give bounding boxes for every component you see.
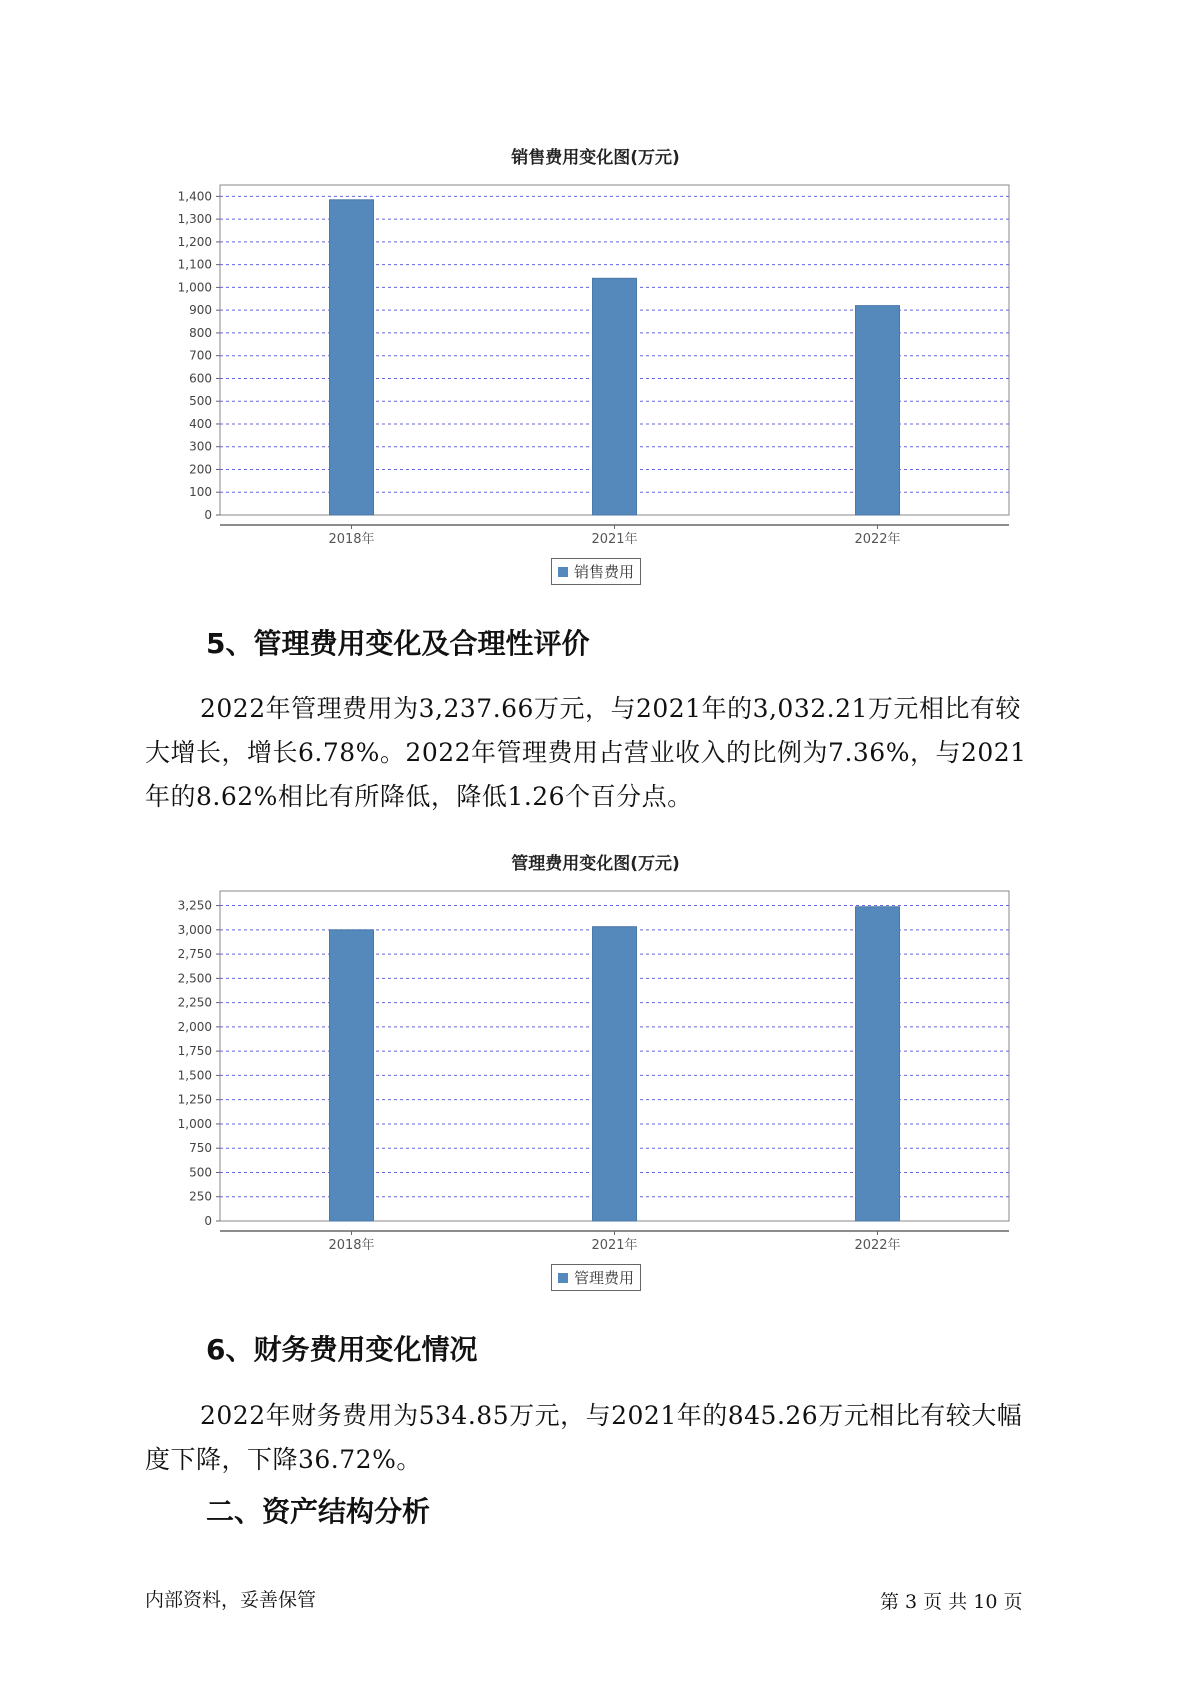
y-tick-label: 1,300: [177, 212, 212, 227]
y-tick-label: 750: [189, 1141, 212, 1156]
legend-swatch: [558, 567, 568, 577]
bar: [330, 930, 374, 1221]
y-tick-label: 400: [189, 416, 212, 431]
y-tick-label: 1,400: [177, 189, 212, 204]
heading-asset-structure: 二、资产结构分析: [206, 1495, 431, 1528]
admin-expense-chart: [0, 876, 1191, 1253]
paragraph-section-5: 2022年管理费用为3,237.66万元，与2021年的3,032.21万元相比有较大增长，增长6.78%。2022年管理费用占营业收入的比例为7.36%，与2021年的8.62%相比有所降低，降低1.26个百分点。: [145, 694, 1027, 811]
chart-title-admin: 管理费用变化图(万元): [511, 854, 680, 874]
legend-swatch: [558, 1273, 568, 1283]
y-tick-label: 2,250: [177, 995, 212, 1010]
y-tick-label: 1,250: [177, 1092, 212, 1107]
y-tick-label: 500: [189, 1165, 212, 1180]
y-tick-label: 200: [189, 462, 212, 477]
legend-sales: [551, 558, 641, 585]
paragraph-section-6: 2022年财务费用为534.85万元，与2021年的845.26万元相比有较大幅度下降，下降36.72%。: [145, 1401, 1023, 1474]
y-tick-label: 2,750: [177, 947, 212, 962]
y-tick-label: 1,200: [177, 234, 212, 249]
bar: [593, 278, 637, 515]
y-tick-label: 700: [189, 348, 212, 363]
y-tick-label: 300: [189, 439, 212, 454]
y-tick-label: 1,000: [177, 280, 212, 295]
legend-admin: [551, 1264, 641, 1291]
x-tick-label: 2018年: [328, 1238, 375, 1253]
y-tick-label: 800: [189, 325, 212, 340]
y-tick-label: 2,500: [177, 971, 212, 986]
y-tick-label: 250: [189, 1189, 212, 1204]
chart-title-sales: 销售费用变化图(万元): [511, 148, 680, 168]
y-tick-label: 600: [189, 371, 212, 386]
y-tick-label: 0: [204, 508, 212, 522]
y-tick-label: 1,750: [177, 1044, 212, 1059]
y-tick-label: 100: [189, 485, 212, 500]
x-tick-label: 2021年: [591, 1238, 638, 1253]
heading-section-6: 6、财务费用变化情况: [206, 1333, 478, 1366]
legend-label: 销售费用: [574, 563, 635, 581]
y-tick-label: 900: [189, 303, 212, 318]
y-tick-label: 1,100: [177, 257, 212, 272]
y-tick-label: 3,250: [177, 898, 212, 913]
y-tick-label: 0: [204, 1214, 212, 1228]
bar: [593, 927, 637, 1221]
x-tick-label: 2021年: [591, 532, 638, 547]
bar: [856, 907, 900, 1221]
legend-label: 管理费用: [574, 1269, 635, 1287]
y-tick-label: 1,000: [177, 1116, 212, 1131]
x-tick-label: 2018年: [328, 532, 375, 547]
x-tick-label: 2022年: [854, 532, 901, 547]
y-tick-label: 1,500: [177, 1068, 212, 1083]
footer-confidential: 内部资料，妥善保管: [145, 1589, 317, 1611]
y-tick-label: 500: [189, 394, 212, 409]
bar: [856, 306, 900, 515]
x-tick-label: 2022年: [854, 1238, 901, 1253]
heading-section-5: 5、管理费用变化及合理性评价: [206, 627, 590, 660]
y-tick-label: 2,000: [177, 1019, 212, 1034]
bar: [330, 200, 374, 515]
y-tick-label: 3,000: [177, 922, 212, 937]
footer-page-number: 第 3 页 共 10 页: [880, 1591, 1023, 1613]
sales-expense-chart: [0, 170, 1191, 547]
